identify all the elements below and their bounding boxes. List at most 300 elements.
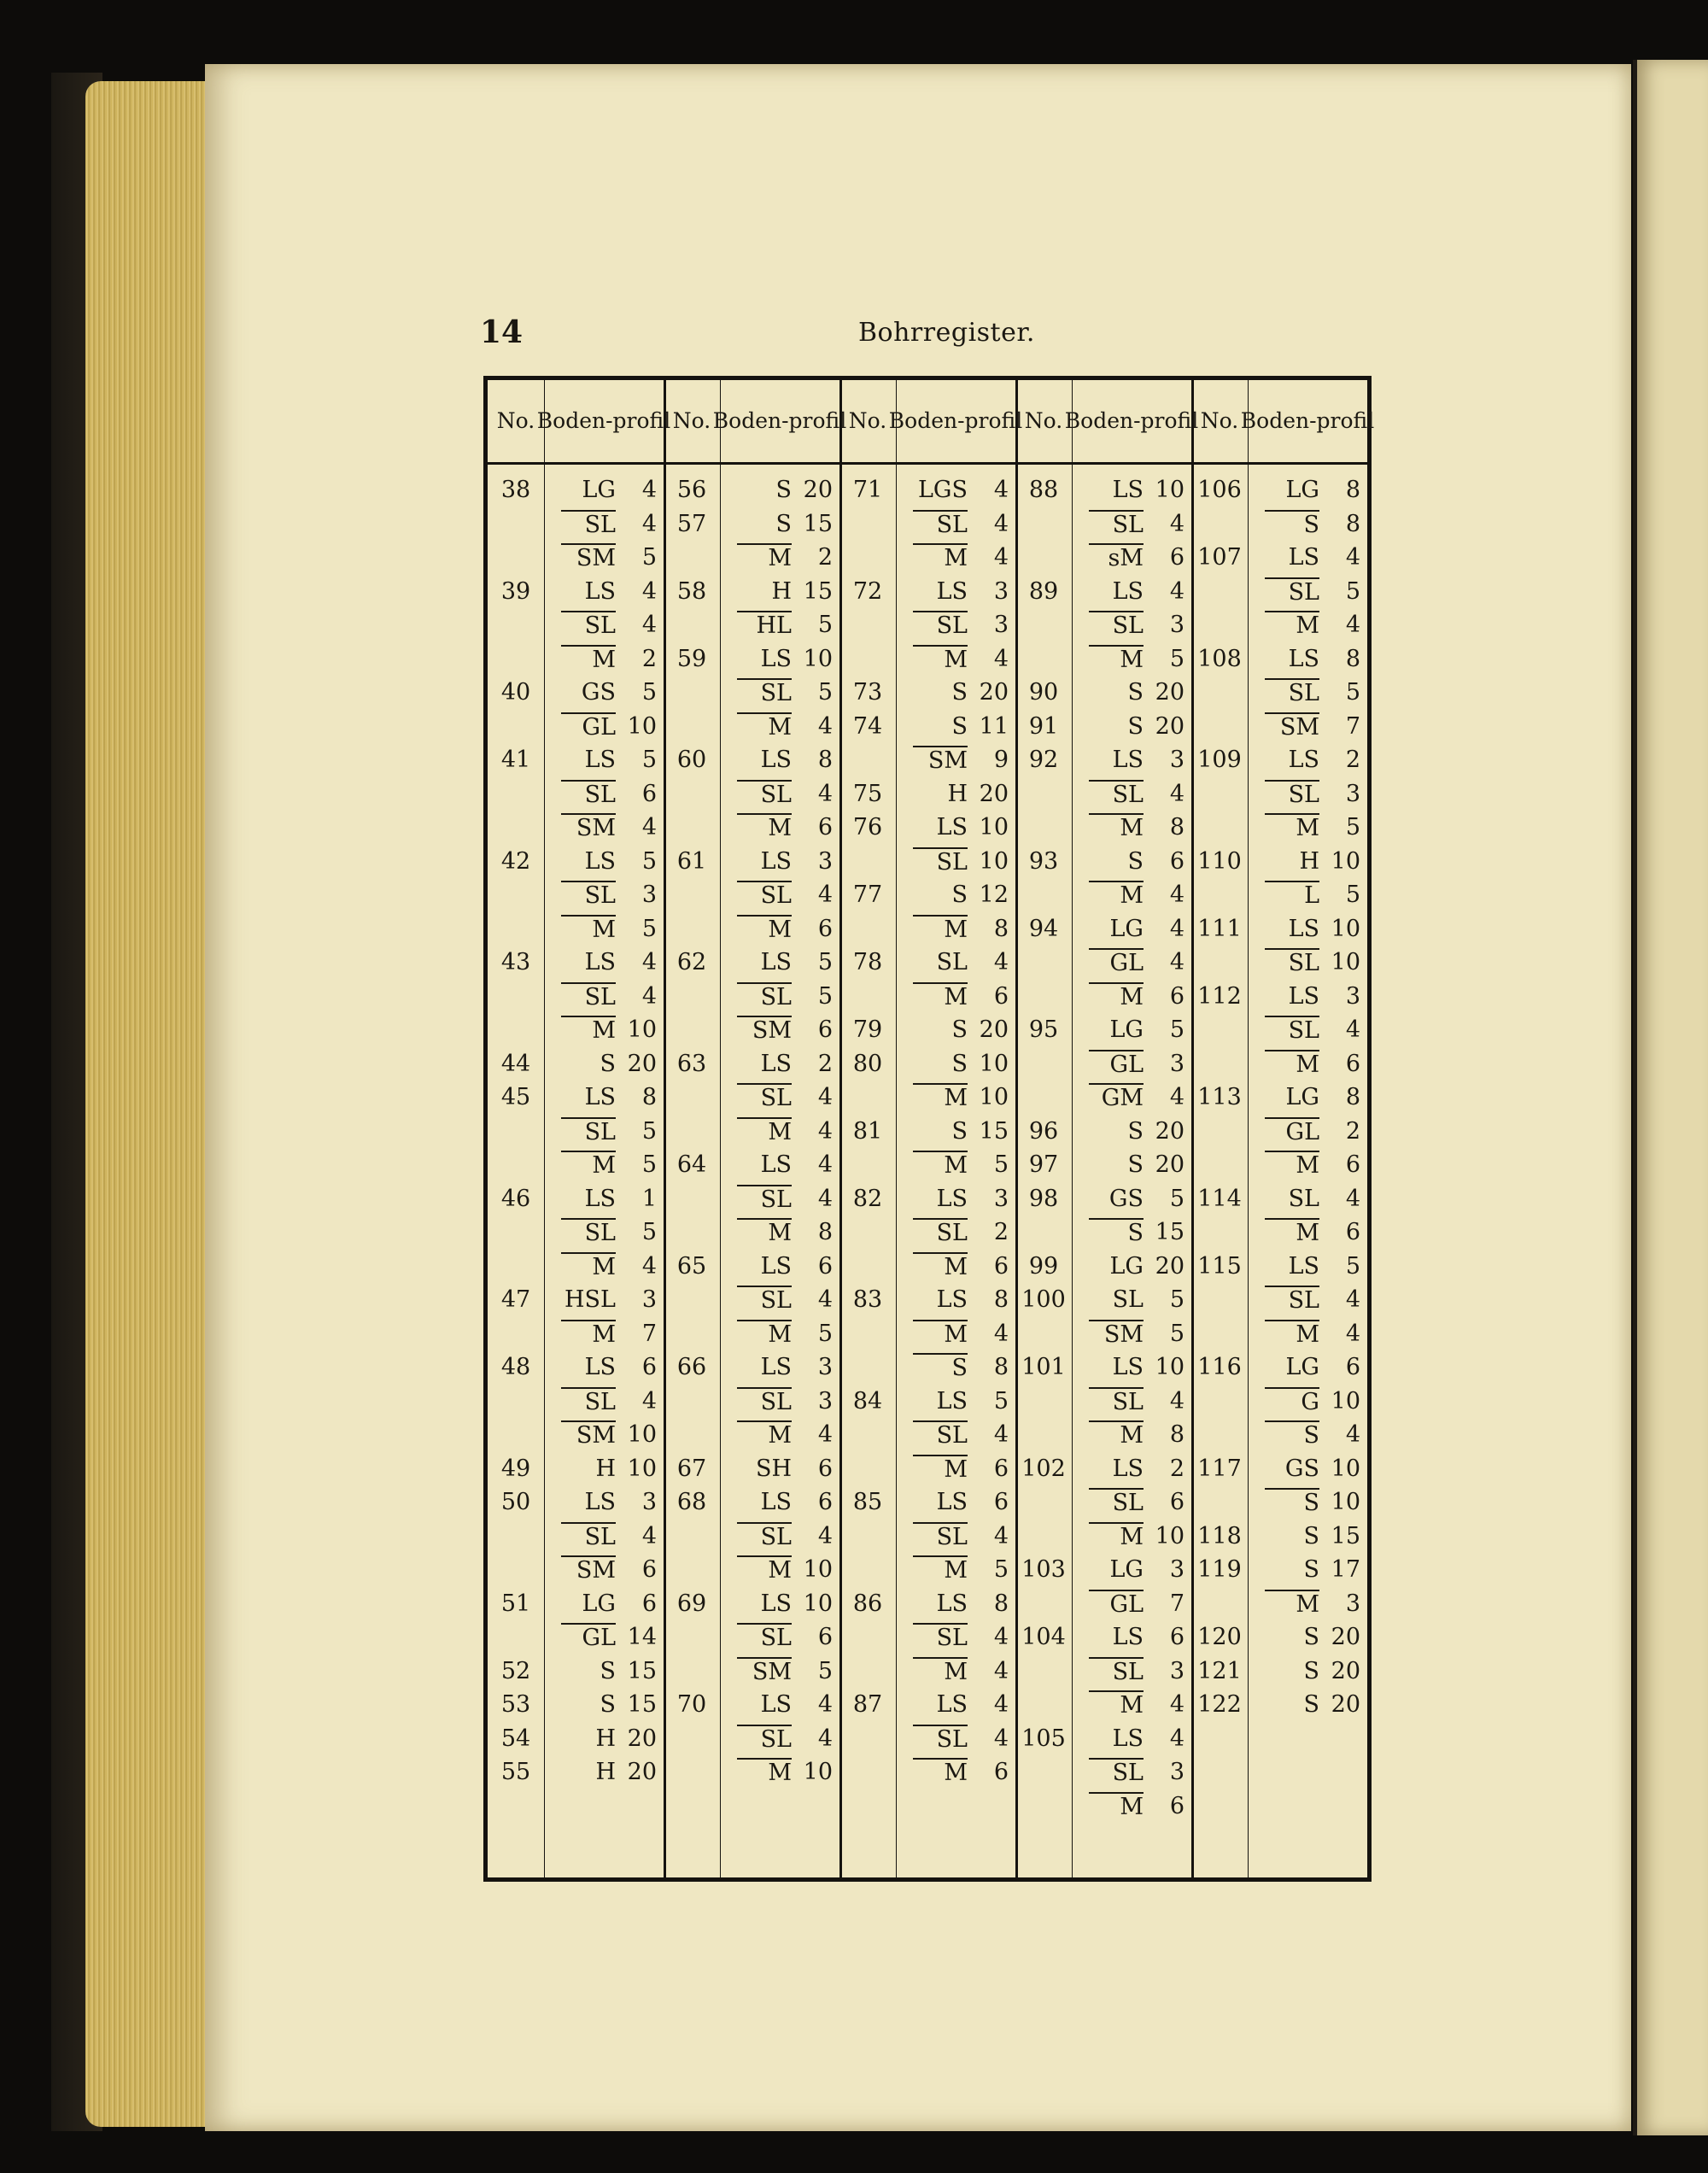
header-boden-line: Boden- xyxy=(536,408,613,434)
number-column-divider xyxy=(720,380,721,1877)
soil-layer-code: SL xyxy=(913,847,968,878)
soil-layer-depth: 4 xyxy=(641,982,657,1010)
page-number: 14 xyxy=(480,314,524,350)
soil-layer-depth: 8 xyxy=(817,747,833,773)
soil-layer-depth: 5 xyxy=(641,847,657,875)
soil-layer-code: GS xyxy=(1108,1185,1144,1212)
soil-layer-depth: 10 xyxy=(1331,1455,1360,1482)
soil-layer-code: SL xyxy=(737,1286,792,1316)
soil-layer-depth: 5 xyxy=(1169,1320,1184,1347)
soil-layer-depth: 3 xyxy=(817,1387,833,1414)
borehole-number: 105 xyxy=(1021,1725,1066,1752)
soil-layer-depth: 10 xyxy=(979,1050,1009,1077)
soil-layer-depth: 20 xyxy=(1155,1117,1184,1145)
soil-layer-code: LS xyxy=(584,1489,616,1515)
soil-layer-code: LG xyxy=(1109,1556,1144,1583)
soil-layer-depth: 6 xyxy=(1169,847,1184,875)
soil-layer-depth: 5 xyxy=(817,1320,833,1347)
soil-layer-code: SM xyxy=(561,543,616,574)
soil-layer-depth: 3 xyxy=(641,882,657,908)
soil-layer-depth: 3 xyxy=(1345,780,1360,807)
soil-layer-depth: 10 xyxy=(627,712,657,740)
soil-layer-depth: 7 xyxy=(1345,712,1360,740)
soil-layer-code: SL xyxy=(737,1185,792,1215)
borehole-number: 113 xyxy=(1197,1084,1242,1110)
soil-layer-code: M xyxy=(1089,881,1144,911)
soil-layer-depth: 15 xyxy=(627,1657,657,1684)
borehole-number: 61 xyxy=(676,847,707,875)
borehole-number: 52 xyxy=(500,1657,531,1684)
soil-layer-code: LS xyxy=(936,1387,968,1414)
soil-layer-code: GS xyxy=(1284,1455,1319,1482)
soil-layer-code: LS xyxy=(936,1489,968,1515)
soil-layer-depth: 4 xyxy=(817,1185,833,1212)
soil-layer-code: LS xyxy=(1112,1624,1144,1650)
soil-layer-code: LS xyxy=(1112,1455,1144,1482)
soil-layer-depth: 4 xyxy=(1169,949,1184,975)
soil-layer-depth: 20 xyxy=(979,679,1009,706)
soil-layer-code: M xyxy=(913,1455,968,1485)
soil-layer-depth: 3 xyxy=(1345,982,1360,1010)
soil-layer-code: M xyxy=(561,915,616,946)
soil-layer-depth: 6 xyxy=(817,814,833,840)
borehole-number: 68 xyxy=(676,1489,707,1515)
header-no: No. xyxy=(672,408,711,434)
soil-layer-depth: 5 xyxy=(1169,645,1184,672)
soil-layer-code: SL xyxy=(1089,611,1144,641)
borehole-number: 54 xyxy=(500,1725,531,1752)
soil-layer-depth: 5 xyxy=(1169,1286,1184,1313)
soil-layer-depth: 4 xyxy=(817,882,833,908)
soil-layer-code: LS xyxy=(1112,477,1144,503)
number-column-divider xyxy=(544,380,545,1877)
soil-layer-code: LS xyxy=(760,645,792,672)
soil-layer-code: SL xyxy=(913,1725,968,1755)
soil-layer-depth: 4 xyxy=(993,1522,1009,1549)
borehole-number: 44 xyxy=(500,1050,531,1077)
borehole-number: 72 xyxy=(852,577,883,605)
soil-layer-code: S xyxy=(1127,1117,1144,1145)
soil-layer-code: H xyxy=(1299,847,1319,875)
header-rule xyxy=(488,462,1367,465)
borehole-number: 98 xyxy=(1028,1185,1059,1212)
borehole-number: 69 xyxy=(676,1590,707,1617)
header-profil-line: profil xyxy=(1140,408,1199,434)
soil-layer-code: LS xyxy=(936,814,968,840)
soil-layer-code: SL xyxy=(561,1117,616,1148)
borehole-number: 77 xyxy=(852,882,883,908)
soil-layer-depth: 4 xyxy=(993,1421,1009,1448)
soil-layer-depth: 2 xyxy=(817,1050,833,1077)
soil-layer-depth: 6 xyxy=(817,1016,833,1043)
borehole-number: 108 xyxy=(1197,645,1242,672)
soil-layer-code: S xyxy=(775,477,792,503)
soil-layer-code: S xyxy=(775,510,792,537)
soil-layer-depth: 2 xyxy=(641,645,657,672)
soil-layer-code: LS xyxy=(1112,1725,1144,1752)
soil-layer-depth: 5 xyxy=(1345,1252,1360,1280)
soil-layer-depth: 20 xyxy=(979,780,1009,807)
soil-layer-code: S xyxy=(1127,712,1144,740)
borehole-number: 101 xyxy=(1021,1354,1066,1380)
soil-layer-code: M xyxy=(561,645,616,676)
soil-layer-depth: 4 xyxy=(993,1725,1009,1752)
soil-layer-code: LS xyxy=(1288,1252,1319,1280)
soil-layer-depth: 5 xyxy=(817,982,833,1010)
soil-layer-code: LS xyxy=(936,1691,968,1718)
soil-layer-depth: 6 xyxy=(641,1354,657,1380)
borehole-number: 100 xyxy=(1021,1286,1066,1313)
soil-layer-code: LS xyxy=(760,1252,792,1280)
soil-layer-depth: 8 xyxy=(993,915,1009,942)
soil-layer-depth: 5 xyxy=(641,679,657,706)
soil-layer-depth: 4 xyxy=(641,510,657,537)
soil-layer-depth: 4 xyxy=(993,949,1009,975)
borehole-number: 96 xyxy=(1028,1117,1059,1145)
soil-layer-code: SM xyxy=(737,1657,792,1688)
soil-layer-code: LS xyxy=(1288,915,1319,942)
soil-layer-depth: 4 xyxy=(641,814,657,840)
soil-layer-depth: 6 xyxy=(817,1252,833,1280)
soil-layer-depth: 5 xyxy=(993,1556,1009,1583)
soil-layer-code: S xyxy=(1303,1657,1319,1684)
soil-layer-code: SL xyxy=(1089,1488,1144,1519)
soil-layer-depth: 5 xyxy=(641,1219,657,1245)
soil-layer-code: L xyxy=(1265,881,1319,911)
soil-layer-depth: 6 xyxy=(1345,1151,1360,1178)
number-column-divider xyxy=(1248,380,1249,1877)
soil-layer-code: H xyxy=(947,780,968,807)
borehole-number: 38 xyxy=(500,477,531,503)
soil-layer-depth: 4 xyxy=(641,477,657,503)
soil-layer-code: SL xyxy=(737,1725,792,1755)
soil-layer-code: LS xyxy=(936,1185,968,1212)
soil-layer-code: S xyxy=(600,1657,616,1684)
soil-layer-code: M xyxy=(737,915,792,946)
soil-layer-code: M xyxy=(737,813,792,844)
soil-layer-depth: 4 xyxy=(1169,510,1184,537)
soil-layer-code: SL xyxy=(1089,1657,1144,1688)
soil-layer-code: SL xyxy=(1288,1185,1319,1212)
header-boden-profil xyxy=(1240,380,1375,462)
soil-layer-code: M xyxy=(913,1657,968,1688)
soil-layer-depth: 10 xyxy=(1331,847,1360,875)
soil-layer-code: LS xyxy=(760,847,792,875)
soil-layer-depth: 20 xyxy=(627,1725,657,1752)
borehole-number: 66 xyxy=(676,1354,707,1380)
soil-layer-depth: 5 xyxy=(641,1151,657,1178)
soil-layer-depth: 3 xyxy=(1169,1556,1184,1583)
header-no: No. xyxy=(1024,408,1063,434)
borehole-number: 109 xyxy=(1197,747,1242,773)
soil-layer-depth: 10 xyxy=(979,847,1009,875)
soil-layer-depth: 4 xyxy=(1169,915,1184,942)
header-profil-line: profil xyxy=(1316,408,1375,434)
borehole-number: 39 xyxy=(500,577,531,605)
header-boden-profil xyxy=(1064,380,1199,462)
soil-layer-code: SL xyxy=(737,1623,792,1654)
soil-layer-code: LS xyxy=(584,1185,616,1212)
soil-layer-depth: 20 xyxy=(979,1016,1009,1043)
borehole-number: 85 xyxy=(852,1489,883,1515)
soil-layer-code: M xyxy=(561,1016,616,1046)
soil-layer-code: LS xyxy=(760,1354,792,1380)
soil-layer-depth: 6 xyxy=(1169,1792,1184,1819)
borehole-number: 75 xyxy=(852,780,883,807)
soil-layer-depth: 5 xyxy=(641,747,657,773)
soil-layer-code: S xyxy=(1089,1218,1144,1249)
soil-layer-depth: 4 xyxy=(993,645,1009,672)
borehole-number: 58 xyxy=(676,577,707,605)
header-no: No. xyxy=(1200,408,1239,434)
borehole-number: 122 xyxy=(1197,1691,1242,1718)
soil-layer-depth: 20 xyxy=(1155,679,1184,706)
borehole-number: 99 xyxy=(1028,1252,1059,1280)
soil-layer-depth: 10 xyxy=(979,1084,1009,1110)
soil-layer-code: M xyxy=(913,1555,968,1586)
borehole-number: 82 xyxy=(852,1185,883,1212)
borehole-number: 53 xyxy=(500,1691,531,1718)
soil-layer-depth: 4 xyxy=(641,1387,657,1414)
borehole-number: 90 xyxy=(1028,679,1059,706)
soil-layer-code: SL xyxy=(913,1522,968,1553)
soil-layer-code: H xyxy=(595,1759,616,1785)
borehole-number: 47 xyxy=(500,1286,531,1313)
soil-layer-code: M xyxy=(1265,813,1319,844)
soil-layer-code: M xyxy=(913,1758,968,1789)
soil-layer-depth: 4 xyxy=(1345,1016,1360,1043)
soil-layer-code: S xyxy=(1265,1420,1319,1451)
borehole-number: 73 xyxy=(852,679,883,706)
soil-layer-depth: 20 xyxy=(627,1050,657,1077)
soil-layer-code: H xyxy=(771,577,792,605)
soil-layer-code: M xyxy=(1265,1320,1319,1350)
soil-layer-depth: 4 xyxy=(817,1084,833,1110)
soil-layer-code: SL xyxy=(1089,780,1144,811)
soil-layer-depth: 2 xyxy=(1169,1455,1184,1482)
soil-layer-depth: 15 xyxy=(803,577,833,605)
soil-layer-code: SL xyxy=(737,1522,792,1553)
soil-layer-code: M xyxy=(1265,1218,1319,1249)
borehole-number: 49 xyxy=(500,1455,531,1482)
soil-layer-code: GS xyxy=(581,679,616,706)
soil-layer-code: GL xyxy=(1089,948,1144,979)
borehole-number: 62 xyxy=(676,949,707,975)
soil-layer-code: SL xyxy=(561,1387,616,1418)
soil-layer-depth: 4 xyxy=(1169,1387,1184,1414)
soil-layer-depth: 4 xyxy=(993,477,1009,503)
soil-layer-code: M xyxy=(737,1218,792,1249)
borehole-number: 71 xyxy=(852,477,883,503)
soil-layer-depth: 10 xyxy=(1155,477,1184,503)
soil-layer-code: S xyxy=(1303,1691,1319,1718)
borehole-number: 88 xyxy=(1028,477,1059,503)
soil-layer-depth: 20 xyxy=(1155,1151,1184,1178)
soil-layer-code: GL xyxy=(1265,1117,1319,1148)
soil-layer-depth: 5 xyxy=(641,915,657,942)
soil-layer-code: SL xyxy=(913,611,968,641)
soil-layer-code: M xyxy=(561,1252,616,1283)
borehole-number: 60 xyxy=(676,747,707,773)
borehole-number: 67 xyxy=(676,1455,707,1482)
soil-layer-depth: 10 xyxy=(1331,1387,1360,1414)
soil-layer-depth: 10 xyxy=(803,1556,833,1583)
borehole-register-table xyxy=(483,376,1375,1882)
soil-layer-depth: 4 xyxy=(1169,882,1184,908)
soil-layer-code: SL xyxy=(737,1387,792,1418)
soil-layer-code: M xyxy=(561,1320,616,1350)
soil-layer-code: LS xyxy=(1112,747,1144,773)
soil-layer-code: LG xyxy=(1285,477,1319,503)
soil-layer-depth: 20 xyxy=(1331,1657,1360,1684)
soil-layer-code: S xyxy=(951,882,968,908)
soil-layer-code: SM xyxy=(561,813,616,844)
soil-layer-depth: 9 xyxy=(993,747,1009,773)
borehole-number: 59 xyxy=(676,645,707,672)
soil-layer-code: SL xyxy=(1265,1286,1319,1316)
soil-layer-depth: 10 xyxy=(1331,915,1360,942)
borehole-number: 78 xyxy=(852,949,883,975)
borehole-number: 116 xyxy=(1197,1354,1242,1380)
soil-layer-code: GM xyxy=(1089,1083,1144,1114)
soil-layer-depth: 5 xyxy=(641,544,657,571)
borehole-number: 40 xyxy=(500,679,531,706)
soil-layer-code: SL xyxy=(561,1218,616,1249)
soil-layer-code: M xyxy=(1089,813,1144,844)
borehole-number: 80 xyxy=(852,1050,883,1077)
soil-layer-depth: 3 xyxy=(1345,1590,1360,1617)
soil-layer-code: LS xyxy=(936,1590,968,1617)
soil-layer-depth: 10 xyxy=(1155,1354,1184,1380)
soil-layer-code: LS xyxy=(1112,1354,1144,1380)
borehole-number: 48 xyxy=(500,1354,531,1380)
borehole-number: 110 xyxy=(1197,847,1242,875)
soil-layer-code: LG xyxy=(582,1590,616,1617)
soil-layer-depth: 4 xyxy=(817,780,833,807)
soil-layer-code: M xyxy=(1089,645,1144,676)
number-column-divider xyxy=(1072,380,1073,1877)
soil-layer-depth: 20 xyxy=(1331,1691,1360,1718)
soil-layer-depth: 4 xyxy=(817,1421,833,1448)
borehole-number: 63 xyxy=(676,1050,707,1077)
soil-layer-code: H xyxy=(595,1725,616,1752)
soil-layer-depth: 3 xyxy=(817,847,833,875)
soil-layer-code: LG xyxy=(1285,1354,1319,1380)
soil-layer-depth: 10 xyxy=(803,1759,833,1785)
borehole-number: 118 xyxy=(1197,1522,1242,1549)
soil-layer-code: M xyxy=(1265,1590,1319,1620)
soil-layer-depth: 2 xyxy=(817,544,833,571)
soil-layer-depth: 3 xyxy=(1169,1050,1184,1077)
soil-layer-depth: 15 xyxy=(627,1691,657,1718)
soil-layer-depth: 4 xyxy=(1169,1725,1184,1752)
soil-layer-depth: 4 xyxy=(1345,544,1360,571)
soil-layer-depth: 6 xyxy=(641,1556,657,1583)
soil-layer-code: GL xyxy=(1089,1590,1144,1620)
soil-layer-code: HSL xyxy=(564,1286,616,1313)
soil-layer-depth: 3 xyxy=(1169,1657,1184,1684)
soil-layer-depth: 6 xyxy=(1169,1624,1184,1650)
borehole-number: 111 xyxy=(1197,915,1242,942)
soil-layer-depth: 3 xyxy=(1169,747,1184,773)
soil-layer-code: GL xyxy=(1089,1050,1144,1081)
soil-layer-depth: 2 xyxy=(1345,1117,1360,1145)
soil-layer-depth: 20 xyxy=(803,477,833,503)
soil-layer-depth: 8 xyxy=(1169,1421,1184,1448)
soil-layer-code: LG xyxy=(1285,1084,1319,1110)
soil-layer-code: SL xyxy=(737,780,792,811)
soil-layer-depth: 6 xyxy=(817,915,833,942)
borehole-number: 94 xyxy=(1028,915,1059,942)
soil-layer-code: LS xyxy=(1288,747,1319,773)
soil-layer-depth: 6 xyxy=(817,1624,833,1650)
soil-layer-code: M xyxy=(737,1320,792,1350)
soil-layer-code: M xyxy=(737,1420,792,1451)
soil-layer-code: SL xyxy=(1265,948,1319,979)
borehole-number: 120 xyxy=(1197,1624,1242,1650)
soil-layer-code: SL xyxy=(737,1083,792,1114)
soil-layer-code: SH xyxy=(755,1455,792,1482)
borehole-number: 121 xyxy=(1197,1657,1242,1684)
header-profil-line: profil xyxy=(612,408,671,434)
soil-layer-code: S xyxy=(951,1050,968,1077)
header-profil-line: profil xyxy=(788,408,847,434)
borehole-number: 107 xyxy=(1197,544,1242,571)
soil-layer-code: S xyxy=(600,1050,616,1077)
soil-layer-depth: 10 xyxy=(979,814,1009,840)
soil-layer-code: M xyxy=(1089,1690,1144,1721)
soil-layer-depth: 7 xyxy=(641,1320,657,1347)
soil-layer-depth: 5 xyxy=(641,1117,657,1145)
soil-layer-depth: 4 xyxy=(641,612,657,638)
borehole-number: 70 xyxy=(676,1691,707,1718)
soil-layer-depth: 4 xyxy=(1345,1320,1360,1347)
soil-layer-depth: 10 xyxy=(627,1455,657,1482)
soil-layer-code: SL xyxy=(1265,1016,1319,1046)
soil-layer-depth: 8 xyxy=(1345,510,1360,537)
soil-layer-code: SM xyxy=(913,746,968,776)
borehole-number: 41 xyxy=(500,747,531,773)
soil-layer-depth: 5 xyxy=(817,679,833,706)
soil-layer-code: SL xyxy=(561,881,616,911)
soil-layer-code: LGS xyxy=(918,477,968,503)
soil-layer-depth: 5 xyxy=(817,949,833,975)
soil-layer-depth: 5 xyxy=(817,612,833,638)
soil-layer-depth: 6 xyxy=(641,1590,657,1617)
soil-layer-code: LS xyxy=(760,1590,792,1617)
soil-layer-depth: 6 xyxy=(993,1455,1009,1482)
soil-layer-code: SL xyxy=(913,1218,968,1249)
soil-layer-code: S xyxy=(1303,1522,1319,1549)
soil-layer-depth: 4 xyxy=(817,1725,833,1752)
soil-layer-code: M xyxy=(913,543,968,574)
header-no: No. xyxy=(848,408,887,434)
borehole-number: 81 xyxy=(852,1117,883,1145)
soil-layer-depth: 17 xyxy=(1331,1556,1360,1583)
soil-layer-code: S xyxy=(1303,1556,1319,1583)
soil-layer-depth: 6 xyxy=(1169,1489,1184,1515)
soil-layer-depth: 4 xyxy=(817,1691,833,1718)
soil-layer-code: M xyxy=(1089,1420,1144,1451)
soil-layer-code: sM xyxy=(1089,543,1144,574)
header-boden-line: Boden- xyxy=(888,408,965,434)
soil-layer-depth: 3 xyxy=(641,1286,657,1313)
borehole-number: 86 xyxy=(852,1590,883,1617)
soil-layer-code: M xyxy=(737,1117,792,1148)
soil-layer-code: SL xyxy=(561,982,616,1013)
soil-layer-depth: 4 xyxy=(641,1522,657,1549)
soil-layer-depth: 6 xyxy=(1345,1354,1360,1380)
